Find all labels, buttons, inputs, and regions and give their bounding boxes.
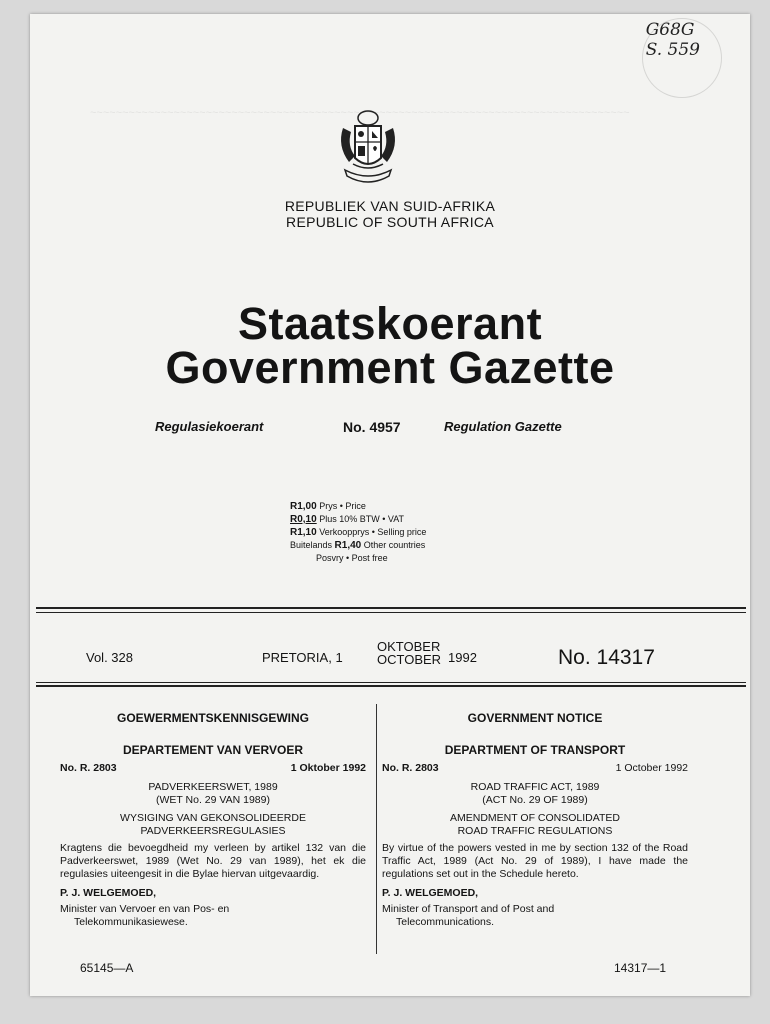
notice-english xyxy=(382,712,688,929)
notice-body: By virtue of the powers vested in me by section 132 of the Road Traffic Act, 1989 (Act No. 29 of 1989), I have made the regulations set out in the Schedule hereto. xyxy=(382,842,688,880)
notice-heading-english: GOVERNMENT NOTICE xyxy=(467,711,603,725)
divider-mid xyxy=(36,685,746,687)
regulation-gazette-afrikaans: Regulasiekoerant xyxy=(155,419,264,434)
regulation-gazette-english: Regulation Gazette xyxy=(444,419,562,434)
notice-heading-afrikaans: GOEWERMENTSKENNISGEWING xyxy=(116,711,309,725)
amendment-title: AMENDMENT OF CONSOLIDATED ROAD TRAFFIC REGULATIONS xyxy=(450,812,620,837)
coat-of-arms-icon xyxy=(335,106,401,192)
divider-top-thin xyxy=(36,612,746,613)
notice-number-row: No. R. 2803 1 October 1992 xyxy=(382,762,688,774)
act-title: PADVERKEERSWET, 1989 (WET No. 29 VAN 1989) xyxy=(148,781,278,806)
department-english: DEPARTMENT OF TRANSPORT xyxy=(444,743,626,757)
gazette-title-afrikaans: Staatskoerant xyxy=(237,298,543,349)
footer-print-code: 65145—A xyxy=(80,961,134,975)
signatory: P. J. WELGEMOED, xyxy=(60,887,157,899)
issue-month: OKTOBER OCTOBER xyxy=(377,639,442,667)
gazette-page xyxy=(30,14,750,996)
department-afrikaans: DEPARTEMENT VAN VERVOER xyxy=(122,743,304,757)
volume-number: Vol. 328 xyxy=(86,650,133,665)
divider-top xyxy=(36,607,746,609)
regulation-gazette-number: No. 4957 xyxy=(343,419,401,435)
gazette-number: No. 14317 xyxy=(558,646,655,669)
column-divider xyxy=(376,704,377,954)
handwritten-reference: G68G S. 559 xyxy=(645,20,700,60)
notice-number-row: No. R. 2803 1 Oktober 1992 xyxy=(60,762,366,774)
republic-name-english: REPUBLIC OF SOUTH AFRICA xyxy=(286,214,494,230)
issue-place: PRETORIA, 1 xyxy=(262,650,343,665)
act-title: ROAD TRAFFIC ACT, 1989 (ACT No. 29 OF 1989) xyxy=(470,781,600,806)
bleed-through-text: ~~~~~~~~~~~~~~~~~~~~~~~~~~~~~~~~~~~~~~~~~~~~~~~~~~~~~~~~~~~~~~~~~~~~~~~~~~~~~~~~~~~~ xyxy=(90,107,630,119)
divider-mid-thin xyxy=(36,682,746,683)
issue-year: 1992 xyxy=(448,650,477,665)
notice-body: Kragtens die bevoegdheid my verleen by artikel 132 van die Padverkeerswet, 1989 (Wet No. 29 van 1989), het ek die regulasies uiteengesit in die Bylae hiervan uitgevaardig. xyxy=(60,842,366,880)
signatory: P. J. WELGEMOED, xyxy=(382,887,479,899)
footer-page-code: 14317—1 xyxy=(614,961,667,975)
amendment-title: WYSIGING VAN GEKONSOLIDEERDE PADVERKEERSREGULASIES xyxy=(120,812,306,837)
republic-name-afrikaans: REPUBLIEK VAN SUID-AFRIKA xyxy=(284,198,496,214)
notice-afrikaans xyxy=(60,712,366,929)
price-block: R1,00 Prys • Price R0,10 Plus 10% BTW • VAT R1,10 Verkoopprys • Selling price Buitelands R1,40 Other countries Posvry • Post free xyxy=(290,501,427,563)
signatory-role: Minister of Transport and of Post and Telecommunications. xyxy=(382,903,555,928)
gazette-title-english: Government Gazette xyxy=(165,342,615,393)
signatory-role: Minister van Vervoer en van Pos- en Telekommunikasiewese. xyxy=(60,903,230,928)
